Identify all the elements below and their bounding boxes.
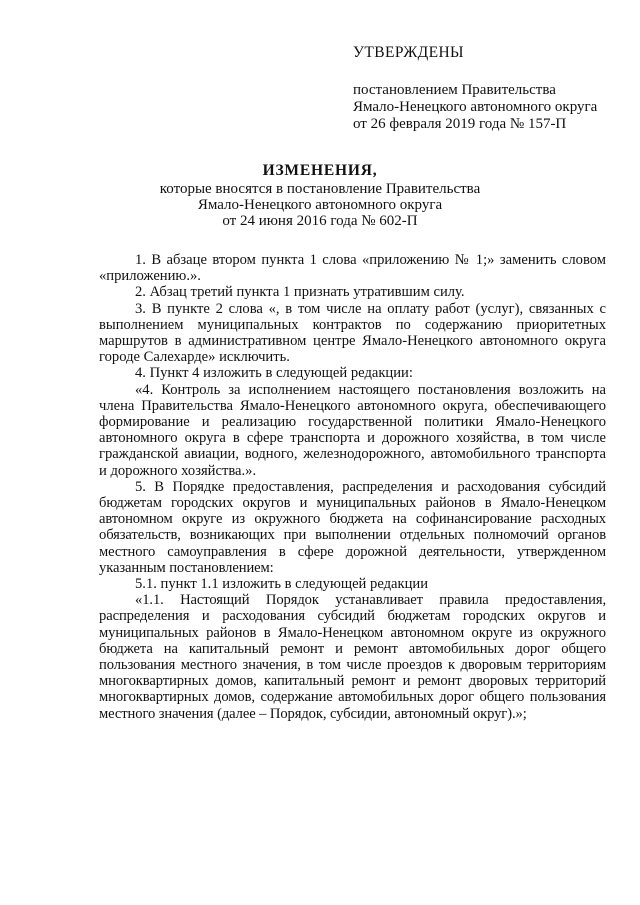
title-line: от 24 июня 2016 года № 602-П [222, 213, 418, 229]
approval-stamp [353, 44, 623, 133]
approval-line: постановлением Правительства [353, 82, 556, 98]
paragraph: 5.1. пункт 1.1 изложить в следующей редакции [135, 576, 429, 593]
paragraph: 4. Пункт 4 изложить в следующей редакции: [135, 365, 413, 382]
paragraph: 2. Абзац третий пункта 1 признать утратившим силу. [135, 284, 465, 301]
document-title [80, 163, 560, 229]
paragraph: 1. В абзаце втором пункта 1 слова «приложению № 1;» заменить словом «приложению.». [99, 252, 606, 285]
document-body [99, 252, 606, 722]
title-line: Ямало-Ненецкого автономного округа [197, 197, 443, 213]
approval-line: от 26 февраля 2019 года № 157-П [353, 116, 567, 132]
paragraph: «4. Контроль за исполнением настоящего постановления возложить на члена Правительства Ямало-Ненецкого автономного округа, обеспечивающего формирование и реализацию государственной политики Ямало-Ненецкого автономного округа в сфере транспорта и дорожного хозяйства, в том числе гражданской авиации, водного, железнодорожного, автомобильного транспорта и дорожного хозяйства.». [99, 381, 606, 479]
paragraph: «1.1. Настоящий Порядок устанавливает правила предоставления, распределения и расходования субсидий бюджетам городских округов и муниципальных районов в Ямало-Ненецком автономном округе из окружного бюджета на капитальный ремонт и ремонт автомобильных дорог общего пользования местного значения, в том числе проездов к дворовым территориям многоквартирных домов, капитальный ремонт и ремонт дворовых территорий многоквартирных домов, содержание автомобильных дорог общего пользования местного значения (далее – Порядок, субсидии, автономный округ).»; [99, 592, 606, 722]
approved-heading: УТВЕРЖДЕНЫ [353, 44, 464, 61]
title-heading: ИЗМЕНЕНИЯ, [262, 162, 378, 179]
paragraph: 5. В Порядке предоставления, распределения и расходования субсидий бюджетам городских округов и муниципальных районов в Ямало-Ненецком автономном округе из окружного бюджета на софинансирование расходных обязательств, возникающих при выполнении отдельных полномочий органов местного самоуправления в сфере дорожной деятельности, утвержденном указанным постановлением: [99, 478, 606, 576]
title-line: которые вносятся в постановление Правительства [159, 181, 481, 197]
paragraph: 3. В пункте 2 слова «, в том числе на оплату работ (услуг), связанных с выполнением муниципальных контрактов по содержанию приоритетных маршрутов в административном центре Ямало-Ненецкого автономного округа городе Салехарде» исключить. [99, 300, 606, 366]
approval-line: Ямало-Ненецкого автономного округа [353, 99, 598, 115]
